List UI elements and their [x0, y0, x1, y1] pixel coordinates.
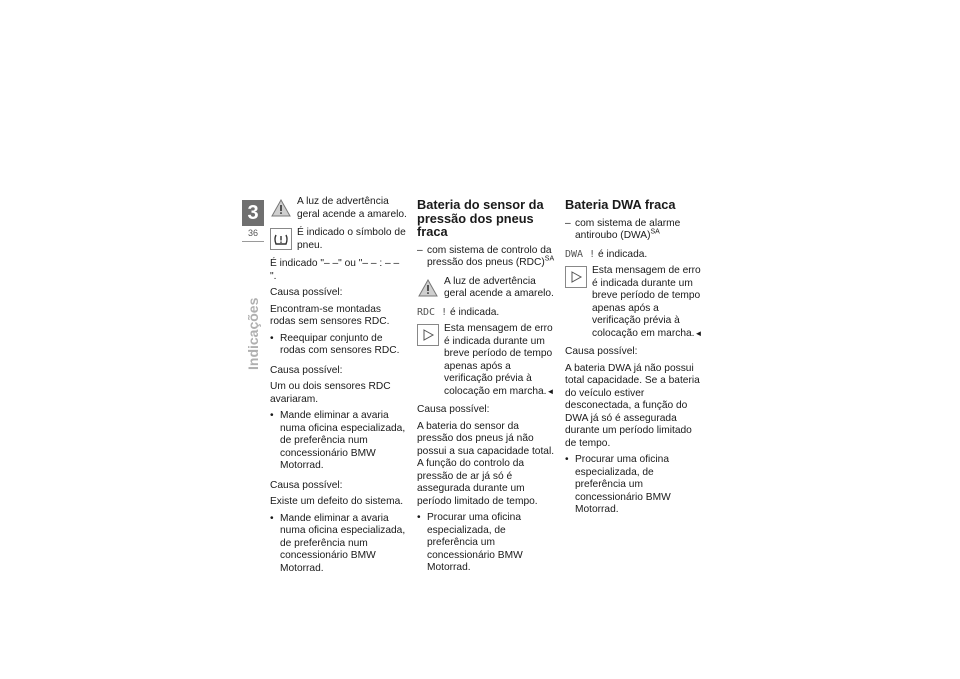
equipment-note: – com sistema de controlo da pressão dos pneus (RDC)$^{SA}$	[417, 244, 555, 268]
lcd-line: DWA ! é indicada.	[565, 248, 648, 260]
cause-label: Causa possível:	[270, 287, 343, 298]
column-3	[565, 196, 703, 520]
list-item: • Mande eliminar a avaria numa oficina especializada, de preferência num concessionário BMW Motorrad.	[270, 512, 406, 574]
cause-label: Causa possível:	[270, 364, 343, 376]
info-row	[417, 323, 555, 398]
cause-text: Encontram-se montadas rodas sem sensores RDC.	[270, 303, 390, 327]
cause-label: Causa possível:	[417, 404, 490, 415]
warning-light-row	[417, 276, 555, 301]
warning-triangle-icon	[270, 197, 292, 219]
tyre-symbol-row	[270, 227, 408, 252]
equipment-note: – com sistema de alarme antiroubo (DWA)$^{SA}$	[565, 217, 681, 241]
list-item: • Procurar uma oficina especializada, de preferência um concessionário BMW Motorrad.	[565, 454, 671, 515]
lcd-code: RDC !	[417, 306, 448, 318]
warning-light-text: A luz de advertência geral acende a amarelo.	[297, 196, 407, 220]
lcd-code: DWA !	[565, 248, 596, 260]
warning-triangle-icon	[417, 277, 439, 299]
warning-light-text: A luz de advertência geral acende a amarelo.	[444, 275, 554, 299]
cause-text: Um ou dois sensores RDC avariaram.	[270, 381, 391, 405]
chapter-number: 3	[242, 200, 264, 226]
column-1	[270, 196, 408, 578]
info-text: Esta mensagem de erro é indicada durante um breve período de tempo apenas após a verificação prévia à colocação em marcha.◄	[444, 323, 555, 397]
list-item: • Procurar uma oficina especializada, de preferência um concessionário BMW Motorrad.	[417, 512, 523, 573]
column-2	[417, 196, 555, 578]
cause-label: Causa possível:	[270, 479, 343, 491]
info-triangle-icon	[417, 324, 439, 346]
indicated-line: É indicado "– –" ou "– – : – – ".	[270, 258, 400, 282]
info-text: Esta mensagem de erro é indicada durante um breve período de tempo apenas após a verificação prévia à colocação em marcha.◄	[592, 265, 703, 339]
list-item: • Reequipar conjunto de rodas com sensores RDC.	[270, 332, 400, 356]
tyre-pressure-icon	[270, 228, 292, 250]
cause-text: Existe um defeito do sistema.	[270, 496, 404, 507]
cause-label: Causa possível:	[565, 346, 638, 357]
section-heading: Bateria DWA fraca	[565, 197, 676, 212]
cause-text: A bateria do sensor da pressão dos pneus já não possui a sua capacidade total. A função do controlo da pressão de ar já só é assegurada durante um período limitado de tempo.	[417, 420, 555, 507]
chapter-rule	[242, 241, 264, 242]
cause-text: A bateria DWA já não possui total capacidade. Se a bateria do veículo estiver desconectada, a função do DWA já só é assegurada durante um período limitado de tempo.	[565, 362, 700, 449]
chapter-title: Indicações	[245, 297, 261, 370]
page-number: 36	[247, 228, 258, 238]
section-heading: Bateria do sensor da pressão dos pneus fraca	[417, 197, 544, 239]
warning-light-row	[270, 196, 408, 221]
list-item: • Mande eliminar a avaria numa oficina especializada, de preferência num concessionário BMW Motorrad.	[270, 410, 406, 471]
tyre-symbol-text: É indicado o símbolo de pneu.	[297, 227, 406, 251]
info-row	[565, 265, 703, 340]
info-triangle-icon	[565, 266, 587, 288]
lcd-line: RDC ! é indicada.	[417, 306, 500, 318]
